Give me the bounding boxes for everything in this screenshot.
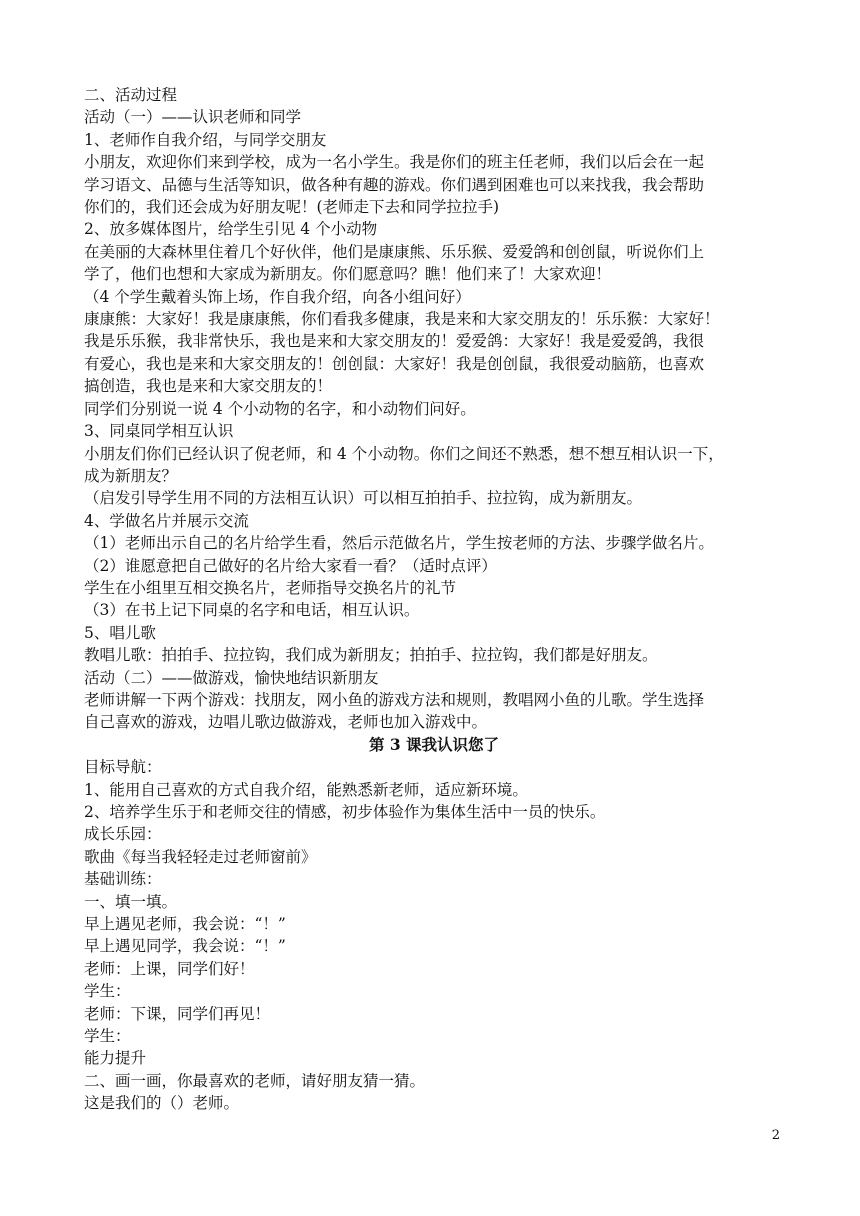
- text-line: 成长乐园：: [84, 825, 162, 844]
- text-line: 早上遇见老师，我会说：“！”: [84, 915, 286, 934]
- body-text-section-2: [84, 756, 784, 1115]
- text-line: 早上遇见同学，我会说：“！”: [84, 937, 286, 956]
- text-line: 学了，他们也想和大家成为新朋友。你们愿意吗？瞧！他们来了！大家欢迎！: [84, 265, 612, 284]
- text-line: （1）老师出示自己的名片给学生看，然后示范做名片，学生按老师的方法、步骤学做名片。: [84, 534, 714, 553]
- text-line: 搞创造，我也是来和大家交朋友的！: [84, 377, 333, 396]
- text-line: 能力提升: [84, 1049, 147, 1068]
- text-line: 自己喜欢的游戏，边唱儿歌边做游戏，老师也加入游戏中。: [84, 713, 488, 732]
- text-line: 二、活动过程: [84, 86, 178, 104]
- text-line: 4、学做名片并展示交流: [84, 511, 249, 530]
- text-line: 我是乐乐猴，我非常快乐，我也是来和大家交朋友的！爱爱鸽：大家好！我是爱爱鸽，我很: [84, 332, 705, 351]
- page-number: 2: [771, 1128, 780, 1143]
- text-line: 学生在小组里互相交换名片，老师指导交换名片的礼节: [84, 578, 457, 597]
- text-line: 老师：上课，同学们好！: [84, 959, 255, 978]
- text-line: （启发引导学生用不同的方法相互认识）可以相互拍拍手、拉拉钩，成为新朋友。: [84, 489, 643, 508]
- text-line: 歌曲《每当我轻轻走过老师窗前》: [84, 847, 317, 866]
- text-line: 1、老师作自我介绍，与同学交朋友: [84, 130, 327, 149]
- text-line: （4 个学生戴着头饰上场，作自我介绍，向各小组问好）: [84, 287, 471, 306]
- text-line: 目标导航：: [84, 758, 162, 777]
- text-line: 活动（二）——做游戏，愉快地结识新朋友: [84, 668, 379, 687]
- text-line: 教唱儿歌：拍拍手、拉拉钩，我们成为新朋友；拍拍手、拉拉钩，我们都是好朋友。: [84, 646, 658, 665]
- text-line: （3）在书上记下同桌的名字和电话，相互认识。: [84, 601, 420, 620]
- text-line: 5、唱儿歌: [84, 623, 156, 642]
- text-line: （2）谁愿意把自己做好的名片给大家看一看？（适时点评）: [84, 556, 497, 575]
- text-line: 你们的，我们还会成为好朋友呢！(老师走下去和同学拉拉手): [84, 198, 500, 217]
- text-line: 同学们分别说一说 4 个小动物的名字，和小动物们问好。: [84, 399, 476, 418]
- text-line: 这是我们的（）老师。: [84, 1094, 240, 1113]
- document-page: [84, 84, 784, 1115]
- text-line: 学习语文、品德与生活等知识，做各种有趣的游戏。你们遇到困难也可以来找我，我会帮助: [84, 175, 705, 194]
- text-line: 小朋友们你们已经认识了倪老师，和 4 个小动物。你们之间还不熟悉，想不想互相认识一下，: [84, 444, 724, 463]
- lesson-title: 第 3 课我认识您了: [368, 734, 500, 754]
- text-line: 基础训练：: [84, 870, 162, 889]
- text-line: 有爱心，我也是来和大家交朋友的！创创鼠：大家好！我是创创鼠，我很爱动脑筋，也喜欢: [84, 354, 705, 373]
- text-line: 在美丽的大森林里住着几个好伙伴，他们是康康熊、乐乐猴、爱爱鸽和创创鼠，听说你们上: [84, 242, 705, 261]
- body-text-section-1: [84, 84, 784, 734]
- text-line: 2、放多媒体图片，给学生引见 4 个小动物: [84, 220, 378, 239]
- text-line: 康康熊：大家好！我是康康熊，你们看我多健康，我是来和大家交朋友的！乐乐猴：大家好！: [84, 310, 720, 329]
- text-line: 一、填一填。: [84, 892, 178, 911]
- text-line: 学生：: [84, 982, 131, 1001]
- text-line: 成为新朋友？: [84, 466, 178, 485]
- text-line: 1、能用自己喜欢的方式自我介绍，能熟悉新老师，适应新环境。: [84, 780, 528, 799]
- text-line: 3、同桌同学相互认识: [84, 422, 234, 441]
- text-line: 老师：下课，同学们再见！: [84, 1004, 271, 1023]
- text-line: 2、培养学生乐于和老师交往的情感，初步体验作为集体生活中一员的快乐。: [84, 803, 606, 821]
- text-line: 二、画一画，你最喜欢的老师，请好朋友猜一猜。: [84, 1071, 426, 1090]
- text-line: 小朋友，欢迎你们来到学校，成为一名小学生。我是你们的班主任老师，我们以后会在一起: [84, 153, 705, 172]
- text-line: 活动（一）——认识老师和同学: [84, 108, 302, 127]
- text-line: 老师讲解一下两个游戏：找朋友，网小鱼的游戏方法和规则，教唱网小鱼的儿歌。学生选择: [84, 690, 705, 709]
- text-line: 学生：: [84, 1027, 131, 1046]
